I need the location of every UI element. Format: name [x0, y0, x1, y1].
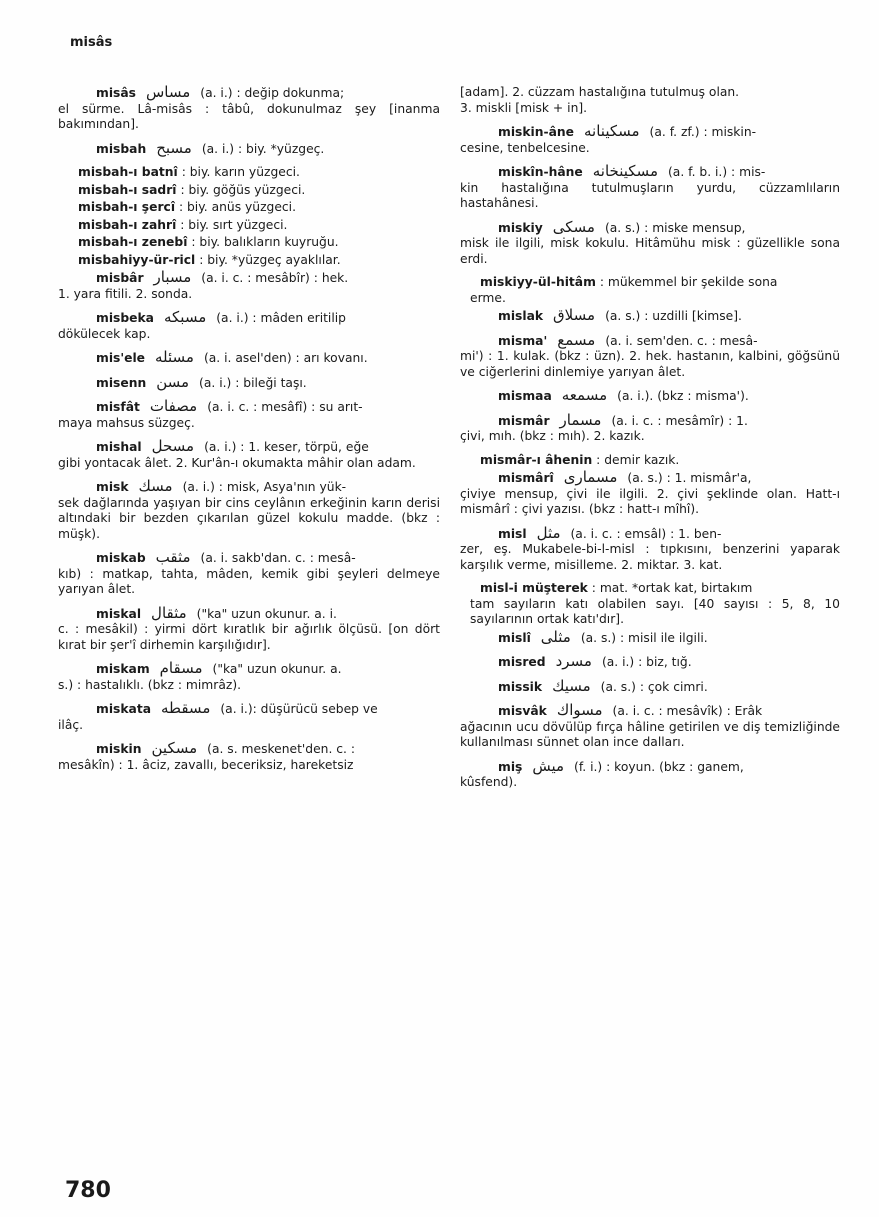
- arabic-script: مسيك: [552, 676, 591, 695]
- dictionary-entry: [58, 270, 440, 302]
- definition-start: : biy. göğüs yüzgeci.: [180, 182, 306, 197]
- arabic-script: ميش: [532, 756, 565, 775]
- headword: missik: [498, 679, 543, 694]
- definition-continuation: çiviye mensup, çivi ile ilgili. 2. çivi şeklinde olan. Hatt-ı mismârî : çivi yazısı. (bkz : hatt-ı mîhî).: [460, 486, 840, 516]
- definition-start: (a. f. b. i.) : mis-: [667, 165, 766, 179]
- dictionary-entry: [460, 470, 840, 518]
- definition-continuation: el sürme. Lâ-misâs : tâbû, dokunulmaz şey [inanma bakımından].: [58, 101, 440, 131]
- entry-first-line: [460, 308, 840, 325]
- definition-continuation: sek dağlarında yaşıyan bir cins ceylânın erkeğinin karın derisi altındaki bir bezden çıkarılan güzel kokulu madde. (bkz : müşk).: [58, 495, 440, 541]
- definition-continuation: 3. miskli [misk + in].: [460, 100, 588, 115]
- arabic-script: مسبار: [153, 268, 192, 286]
- headword: mislî: [498, 630, 531, 645]
- entry-first-line: [460, 523, 840, 543]
- dictionary-entry: [460, 581, 840, 628]
- entry-first-line: [58, 253, 440, 269]
- dictionary-entry: [460, 124, 840, 156]
- entry-first-line: [58, 218, 440, 234]
- dictionary-entry: [58, 603, 440, 654]
- arabic-script: مسحل: [151, 437, 195, 455]
- entry-first-line: [460, 217, 840, 237]
- entry-first-line: [58, 372, 440, 392]
- definition-continuation: cesine, tenbelcesine.: [460, 140, 590, 155]
- definition-start: : biy. balıkların kuyruğu.: [191, 235, 339, 249]
- arabic-script: مسرد: [555, 652, 592, 670]
- definition-start: (a. i.) : biy. *yüzgeç.: [201, 141, 325, 156]
- dictionary-entry: [58, 200, 440, 216]
- arabic-script: مسكينانه: [584, 122, 640, 140]
- definition-start: : mat. *ortak kat, birtakım: [591, 581, 753, 595]
- entry-first-line: [58, 235, 440, 251]
- arabic-script: مثقب: [155, 548, 191, 566]
- arabic-script: مثلى: [540, 627, 571, 646]
- definition-continuation: s.) : hastalıklı. (bkz : mimrâz).: [58, 677, 242, 692]
- definition-continuation: ilâç.: [58, 717, 84, 732]
- arabic-script: مثل: [536, 523, 561, 542]
- definition-continuation: dökülecek kap.: [58, 326, 151, 341]
- definition-start: (a. s. meskenet'den. c. :: [207, 742, 355, 756]
- dictionary-entry: [58, 218, 440, 234]
- definition-start: (a. i.). (bkz : misma').: [617, 389, 749, 403]
- headword: misbah-ı batnî: [78, 165, 178, 179]
- headword: misbah-ı sadrî: [78, 182, 177, 197]
- definition-start: (a. i.) : 1. keser, törpü, eğe: [204, 440, 369, 454]
- definition-start: (a. s.) : çok cimri.: [600, 679, 708, 694]
- definition-continuation: mesâkîn) : 1. âciz, zavallı, beceriksiz, hareketsiz: [58, 757, 354, 772]
- dictionary-entry: [460, 85, 840, 116]
- definition-continuation: maya mahsus süzgeç.: [58, 415, 195, 430]
- dictionary-entry: [460, 410, 840, 445]
- running-head: misâs: [70, 35, 113, 50]
- entry-first-line: [58, 138, 440, 158]
- dictionary-entry: [460, 217, 840, 268]
- dictionary-entry: [58, 661, 440, 693]
- arabic-script: مسن: [156, 372, 190, 391]
- left-column: [58, 85, 440, 781]
- definition-continuation: kin hastalığına tutulmuşların yurdu, cüzzamlıların hastahânesi.: [460, 180, 840, 210]
- definition-start: (a. i.) : bileği taşı.: [199, 375, 307, 390]
- dictionary-entry: [460, 330, 840, 381]
- headword: miskin-âne: [498, 125, 574, 139]
- entry-first-line: [460, 410, 840, 430]
- headword: misbah-ı zenebî: [78, 235, 188, 249]
- arabic-script: مسلاق: [553, 306, 596, 324]
- dictionary-entry: [460, 275, 840, 306]
- dictionary-entry: [58, 350, 440, 367]
- dictionary-entry: [58, 550, 440, 598]
- definition-continuation: ağacının ucu dövülüp fırça hâline getirilen ve diş temizliğinde kullanılması sünnet olan ince dalları.: [460, 719, 840, 749]
- definition-continuation: gibi yontacak âlet. 2. Kur'ân-ı okumakta mâhir olan adam.: [58, 455, 416, 470]
- definition-start: (f. i.) : koyun. (bkz : ganem,: [574, 759, 744, 774]
- dictionary-entry: [58, 439, 440, 471]
- entry-first-line: [460, 703, 840, 720]
- headword: mis'ele: [96, 351, 146, 365]
- headword: miskiy: [498, 220, 543, 235]
- headword: misbeka: [96, 311, 154, 325]
- entry-first-line: [460, 330, 840, 350]
- definition-start: (a. i. sakb'dan. c. : mesâ-: [200, 551, 356, 565]
- entry-first-line: [58, 350, 440, 367]
- dictionary-entry: [58, 741, 440, 773]
- page-number: 780: [65, 1178, 111, 1203]
- definition-start: (a. i. sem'den. c. : mesâ-: [605, 333, 758, 348]
- definition-start: (a. s.) : miske mensup,: [604, 220, 746, 235]
- arabic-script: مسبكه: [163, 308, 207, 326]
- headword: misfât: [96, 400, 140, 414]
- definition-start: (a. i. c. : mesâbîr) : hek.: [201, 271, 349, 285]
- entry-first-line: [58, 603, 440, 623]
- headword: miskiyy-ül-hitâm: [480, 275, 596, 289]
- dictionary-entry: [58, 372, 440, 392]
- headword: misâs: [96, 86, 136, 100]
- dictionary-entry: [58, 399, 440, 431]
- headword: misbah: [96, 141, 147, 156]
- dictionary-entry: [58, 183, 440, 199]
- arabic-script: مساس: [145, 83, 191, 101]
- dictionary-entry: [460, 703, 840, 751]
- definition-continuation: c. : mesâkil) : yirmi dört kıratlık bir ağırlık ölçüsü. [on dört kırat bir şer'î dirhemin karşılığıdır].: [58, 622, 440, 652]
- definition-continuation: mi') : 1. kulak. (bkz : üzn). 2. hek. hastanın, kalbini, göğsünü ve ciğerlerini dinlemiye yarıyan âlet.: [460, 349, 840, 379]
- entry-first-line: [58, 479, 440, 496]
- dictionary-entry: [460, 308, 840, 325]
- definition-continuation: kıb) : matkap, tahta, mâden, kemik gibi şeyleri delmeye yarıyan âlet.: [58, 566, 440, 596]
- definition-start: (a. i.) : misk, Asya'nın yük-: [182, 480, 347, 494]
- dictionary-entry: [58, 310, 440, 342]
- headword: misbah-ı şercî: [78, 200, 176, 214]
- arabic-script: مسمعه: [561, 386, 608, 404]
- entry-first-line: [58, 85, 440, 102]
- definition-start: (a. i.) : biz, tığ.: [601, 655, 692, 669]
- headword: misk: [96, 480, 129, 494]
- headword: misvâk: [498, 704, 547, 718]
- definition-start: : biy. anüs yüzgeci.: [178, 200, 296, 214]
- entry-first-line: [58, 399, 440, 416]
- definition-start: : biy. sırt yüzgeci.: [180, 217, 288, 232]
- entry-first-line: [460, 453, 840, 469]
- arabic-script: مسبح: [156, 138, 192, 157]
- definition-continuation: kûsfend).: [460, 775, 518, 789]
- headword: mislak: [498, 309, 544, 323]
- headword: miskata: [96, 702, 151, 716]
- entry-first-line: [460, 388, 840, 405]
- entry-first-line: [460, 627, 840, 647]
- definition-start: (a. i. c. : emsâl) : 1. ben-: [570, 526, 722, 541]
- entry-first-line: [460, 124, 840, 141]
- dictionary-entry: [460, 627, 840, 647]
- arabic-script: مسقام: [159, 659, 203, 677]
- headword: misenn: [96, 375, 147, 390]
- headword: misred: [498, 655, 546, 669]
- headword: miskin: [96, 742, 142, 756]
- definition-start: [adam]. 2. cüzzam hastalığına tutulmuş olan.: [460, 85, 740, 99]
- entry-first-line: [58, 165, 440, 181]
- definition-start: : demir kazık.: [596, 452, 680, 467]
- headword: misl: [498, 526, 527, 541]
- headword: misbah-ı zahrî: [78, 217, 177, 232]
- arabic-script: مسك: [138, 477, 173, 495]
- headword: miskal: [96, 606, 142, 621]
- headword: mismârî: [498, 471, 554, 485]
- arabic-script: مسمار: [559, 410, 602, 429]
- headword: miskam: [96, 662, 150, 676]
- dictionary-entry: [58, 165, 440, 181]
- right-column: [460, 85, 840, 799]
- dictionary-entry: [460, 453, 840, 469]
- headword: miskîn-hâne: [498, 165, 583, 179]
- definition-start: : biy. *yüzgeç ayaklılar.: [199, 252, 341, 267]
- dictionary-entry: [460, 523, 840, 574]
- definition-start: (a. i.): düşürücü sebep ve: [220, 702, 378, 716]
- headword: miskab: [96, 551, 146, 565]
- dictionary-entry: [58, 479, 440, 542]
- definition-start: : mükemmel bir şekilde sona: [599, 275, 778, 289]
- entry-first-line: [460, 164, 840, 181]
- headword: miş: [498, 759, 523, 774]
- entry-first-line: [58, 550, 440, 567]
- definition-start: (a. i.) : mâden eritilip: [216, 311, 346, 325]
- definition-start: (a. i. c. : mesâvîk) : Erâk: [612, 704, 763, 718]
- entry-first-line: [58, 701, 440, 718]
- headword: mishal: [96, 440, 142, 454]
- dictionary-entry: [58, 85, 440, 133]
- definition-continuation: misk ile ilgili, misk kokulu. Hitâmühu misk : güzellikle sona erdi.: [460, 236, 840, 266]
- entry-first-line: [460, 85, 840, 101]
- entry-first-line: [58, 439, 440, 456]
- definition-start: (a. f. zf.) : miskin-: [649, 125, 757, 139]
- definition-continuation: 1. yara fitili. 2. sonda.: [58, 286, 193, 301]
- entry-first-line: [460, 470, 840, 487]
- definition-start: (a. i.) : değip dokunma;: [200, 86, 345, 100]
- definition-start: (a. s.) : uzdilli [kimse].: [605, 309, 742, 323]
- arabic-script: مسكينخانه: [592, 162, 658, 180]
- headword: mismaa: [498, 389, 552, 403]
- entry-first-line: [58, 200, 440, 216]
- dictionary-entry: [58, 138, 440, 158]
- definition-continuation: çivi, mıh. (bkz : mıh). 2. kazık.: [460, 429, 645, 443]
- headword: mismâr-ı âhenin: [480, 452, 593, 467]
- entry-first-line: [58, 661, 440, 678]
- definition-start: (a. s.) : 1. mismâr'a,: [627, 471, 752, 485]
- entry-first-line: [58, 310, 440, 327]
- entry-first-line: [460, 756, 840, 776]
- entry-first-line: [58, 741, 440, 758]
- arabic-script: مسواك: [556, 701, 603, 719]
- definition-start: (a. i. c. : mesâfî) : su arıt-: [207, 400, 363, 414]
- arabic-script: مصفات: [149, 397, 198, 415]
- entry-first-line: [460, 654, 840, 671]
- dictionary-entry: [460, 164, 840, 212]
- headword: misbâr: [96, 271, 144, 285]
- definition-continuation: tam sayıların katı olabilen sayı. [40 sayısı : 5, 8, 10 sayılarının ortak katı'dır].: [470, 596, 840, 626]
- headword: misma': [498, 333, 548, 348]
- dictionary-entry: [460, 676, 840, 696]
- definition-continuation: zer, eş. Mukabele-bi-l-misl : tıpkısını, benzerini yaparak karşılık verme, misilleme. 2. miktar. 3. kat.: [460, 542, 840, 572]
- arabic-script: مسكين: [151, 739, 198, 757]
- entry-first-line: [58, 183, 440, 199]
- arabic-script: مسقطه: [161, 699, 211, 717]
- definition-start: ("ka" uzun okunur. a. i.: [196, 606, 337, 621]
- entry-first-line: [460, 275, 840, 291]
- dictionary-entry: [58, 235, 440, 251]
- entry-first-line: [460, 581, 840, 597]
- dictionary-entry: [460, 756, 840, 791]
- headword: mismâr: [498, 413, 550, 428]
- arabic-script: مسمارى: [563, 468, 618, 486]
- definition-start: (a. i. asel'den) : arı kovanı.: [203, 351, 368, 365]
- dictionary-entry: [460, 388, 840, 405]
- dictionary-entry: [58, 701, 440, 733]
- arabic-script: مسمع: [557, 330, 596, 349]
- entry-first-line: [58, 270, 440, 287]
- definition-start: : biy. karın yüzgeci.: [181, 165, 300, 179]
- headword: misl-i müşterek: [480, 581, 588, 595]
- arabic-script: مثقال: [151, 603, 187, 622]
- arabic-script: مسئله: [155, 348, 194, 366]
- definition-start: ("ka" uzun okunur. a.: [212, 662, 342, 676]
- definition-start: (a. s.) : misil ile ilgili.: [580, 630, 708, 645]
- dictionary-entry: [58, 253, 440, 269]
- definition-continuation: erme.: [470, 290, 506, 305]
- definition-start: (a. i. c. : mesâmîr) : 1.: [611, 413, 748, 428]
- headword: misbahiyy-ür-ricl: [78, 252, 196, 267]
- entry-first-line: [460, 676, 840, 696]
- dictionary-entry: [460, 654, 840, 671]
- arabic-script: مسكى: [552, 217, 595, 236]
